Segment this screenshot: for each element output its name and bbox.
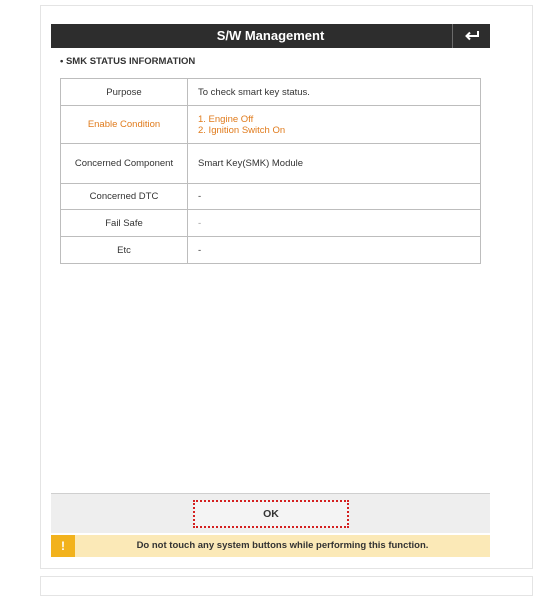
ok-button[interactable]: OK xyxy=(193,500,349,528)
row-value: - xyxy=(188,237,481,264)
title-bar xyxy=(51,24,490,48)
row-label: Concerned DTC xyxy=(61,184,188,210)
row-value: - xyxy=(188,210,481,237)
table-row xyxy=(61,106,481,144)
row-value xyxy=(188,106,481,144)
row-value: - xyxy=(188,184,481,210)
info-table xyxy=(60,78,481,264)
row-value-line: 1. Engine Off xyxy=(198,113,254,125)
row-label: Etc xyxy=(61,237,188,264)
next-screen-frame xyxy=(40,576,533,596)
row-label: Enable Condition xyxy=(61,106,188,144)
row-value: To check smart key status. xyxy=(188,79,481,106)
row-label: Purpose xyxy=(61,79,188,106)
table-row xyxy=(61,79,481,106)
warning-text: Do not touch any system buttons while performing this function. xyxy=(136,540,429,551)
table-row xyxy=(61,237,481,264)
table-row xyxy=(61,144,481,184)
warning-icon: ! xyxy=(51,535,75,557)
warning-banner xyxy=(51,535,490,557)
row-label: Fail Safe xyxy=(61,210,188,237)
back-button[interactable] xyxy=(452,24,490,48)
page-title: S/W Management xyxy=(216,28,325,43)
section-title: • SMK STATUS INFORMATION xyxy=(60,56,196,67)
row-value-line: 2. Ignition Switch On xyxy=(198,124,286,136)
row-value: Smart Key(SMK) Module xyxy=(188,144,481,184)
table-row xyxy=(61,210,481,237)
row-label: Concerned Component xyxy=(61,144,188,184)
return-arrow-icon xyxy=(464,30,480,42)
table-row xyxy=(61,184,481,210)
action-bar xyxy=(51,493,490,533)
